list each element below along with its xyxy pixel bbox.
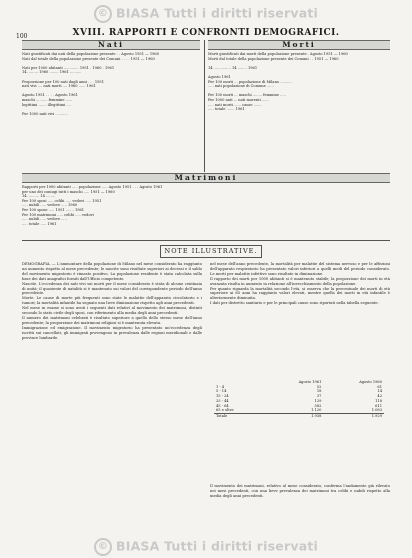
column-divider xyxy=(204,40,205,172)
copyright-icon: © xyxy=(94,5,112,23)
page-number: 100 xyxy=(16,33,28,40)
table-header: Agosto 1961 Agosto 1960 xyxy=(298,380,382,384)
copyright-icon: © xyxy=(94,538,112,556)
heading-matrimoni: Matrimoni xyxy=(22,173,390,183)
table-row: 15 - 24 37 42 xyxy=(216,394,382,399)
table-row: 1 - 4 52 61 xyxy=(216,384,382,389)
watermark-bottom: © BIASA Tutti i diritti riservati xyxy=(0,538,412,556)
table-row: 5 - 14 18 14 xyxy=(216,389,382,394)
watermark-top: © BIASA Tutti i diritti riservati xyxy=(0,5,412,23)
nati-table: Nati giustificati dai nati della popolazione presente . . Agosto 1951 — 1960 Nati dal totale della popolazione presente dei Comuni . . . . 1951 — 1960 Nati per 1000 abitanti ............. 1951 . 1960 . 1961 14. ........ 1960 ........ 1961 .......... Proporzione per 100 nati dagli anni . . . 1951 nati vivi .... nati morti .... 1960 ...... 1961 Agosto 1951 . . . . Agosto 1961 maschi .......... femmine ...... legittimi ....... illegittimi .... Per 1000 nati vivi ........... xyxy=(22,52,159,116)
table-row: 65 e oltre 1.120 1.083 xyxy=(216,408,382,413)
matrimoni-table: Rapporti per 1000 abitanti ..... popolazione ..... Agosto 1951 . . . Agosto 1961 per uno dei coniugi tutti i maschi ..... 1951 — 1960 14. ......... 14 ........ Per 100 sposi ..... celibi ..... vedovi ..... 1951 ..... nubili ..... vedove ..... 1960 Per 100 spose ..... 1951 ....... 1961 Per 100 matrimoni ..... celibi ..... vedovi ..... nubili ..... vedove ..... ..... totale ..... 1961 xyxy=(22,185,163,226)
notes-column-right: nel mese dell'anno precedente, la mortalità per malattie del sistema nervoso e per le affezioni dell'apparato respiratorio ha presentato valori inferiori a quelli medi del periodo considerato. Le morti per malattie infettive sono risultate in diminuzione. Il rapporto dei morti per 1000 abitanti si è mantenuto stabile; la proporzione dei morti in età avanzata risulta in aumento in relazione all'invecchiamento della popolazione. Per quanto riguarda la mortalità secondo l'età, si osserva che la percentuale dei morti di età superiore ai 65 anni ha raggiunto valori elevati, mentre quella dei morti in età infantile è ulteriormente diminuita. I dati per distretto sanitario e per le principali cause sono riportati nella tabella seguente. xyxy=(210,262,390,306)
section-title: XVIII. RAPPORTI E CONFRONTI DEMOGRAFICI. xyxy=(72,28,340,38)
table-row: 25 - 44 129 118 xyxy=(216,398,382,403)
table-row: 45 - 64 582 611 xyxy=(216,403,382,408)
notes-title: NOTE ILLUSTRATIVE. xyxy=(160,245,262,258)
notes-column-left: DEMOGRAFIA. — L'ammontare della popolazione di Milano nel mese considerato ha raggiunto un aumento rispetto al mese precedente; le nascite sono risultate superiori ai decessi e il saldo del movimento migratorio è rimasto positivo. La popolazione residente è stata calcolata sulla base dei dati anagrafici forniti dall'Ufficio competente. Nascite. L'eccedenza dei nati vivi sui morti per il mese considerato è stata di alcune centinaia di unità; il quoziente di natalità si è mantenuto sui valori del corrispondente periodo dell'anno precedente. Morte. Le cause di morte più frequenti sono state le malattie dell'apparato circolatorio e i tumori; la mortalità infantile ha segnato una lieve diminuzione rispetto agli anni precedenti. Nel mese in esame si sono avuti i seguenti dati relativi al movimento dei matrimoni, distinti secondo lo stato civile degli sposi, con riferimento alla media degli anni precedenti. Il numero dei matrimoni celebrati è risultato superiore a quello dello stesso mese dell'anno precedente; la proporzione dei matrimoni religiosi si è mantenuta elevata. Immigrazione ed emigrazione. Il movimento migratorio ha presentato un'eccedenza degli iscritti sui cancellati; gli immigrati provengono in prevalenza dalle regioni meridionali e dalle province lombarde. xyxy=(22,262,202,340)
heading-morti: Morti xyxy=(208,40,390,50)
heading-nati: Nati xyxy=(22,40,200,50)
section-rule xyxy=(22,240,390,241)
age-table xyxy=(214,380,384,419)
notes-column-right-end: Il movimento dei matrimoni, relativo al mese considerato, conferma l'andamento già rilevato nei mesi precedenti, con una lieve prevalenza dei matrimoni tra celibi e nubili rispetto alla media degli anni precedenti. xyxy=(210,484,390,498)
morti-table: Morti giustificati dai morti della popolazione presente . Agosto 1951 — 1960 Morti dal totale della popolazione presente dei Comuni . . 1951 — 1960 14. .............. 14 ........ 1961 Agosto 1961 Per 100 morti ... popolazione di Milano .......... ..... nati popolazione di Comune ...... Per 100 morti ... maschi ........ femmine ..... Per 1000 nati ... nati morenti ...... ..... nati morti ...... cause ....... ..... totale ....... 1961 xyxy=(208,52,348,112)
table-row: Totale 1.938 1.929 xyxy=(216,413,382,418)
